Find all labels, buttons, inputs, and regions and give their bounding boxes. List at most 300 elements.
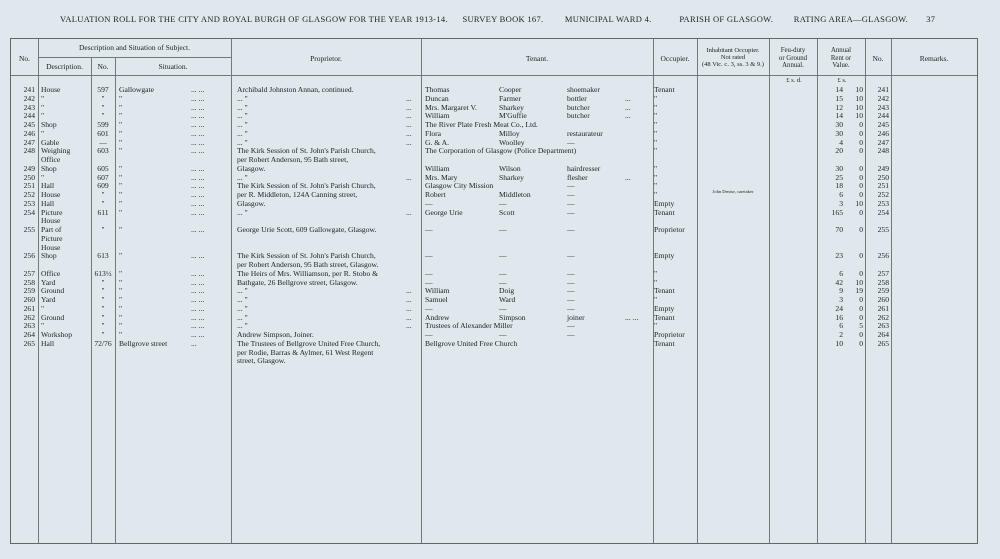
row-number: 243 [23, 102, 35, 112]
row-description: Picture [41, 207, 63, 217]
row-occupier: Tenant [654, 312, 675, 322]
row-rent-pounds: 42 [835, 277, 843, 287]
row-tenant-last: Milloy [499, 128, 520, 138]
row-rent-pounds: 24 [835, 303, 843, 313]
row-tenant-dots: ... ... [625, 312, 639, 322]
col-inhabitant [697, 47, 769, 68]
row-tenant-last: — [499, 303, 507, 313]
row-situation-dots: ... ... [191, 268, 205, 278]
row-situation: " [119, 321, 123, 331]
row-occupier: Tenant [654, 85, 675, 94]
row-situation-no: " [101, 93, 105, 103]
table-row [11, 190, 977, 199]
row-number: 257 [23, 268, 35, 278]
row-tenant-trade: — [567, 251, 575, 261]
page-header [60, 14, 980, 24]
row-proprietor: ... " [237, 102, 248, 112]
row-rent-pounds: 23 [835, 251, 843, 261]
row-proprietor: per Rodie, Barras & Aylmer, 61 West Regent [237, 347, 374, 357]
row-rent-shillings: 19 [855, 286, 863, 296]
row-rent-shillings: 0 [859, 330, 863, 339]
row-situation-no: 607 [97, 172, 109, 182]
table-row [11, 155, 977, 164]
table-row [11, 216, 977, 225]
row-proprietor-dots: ... [406, 120, 412, 129]
row-rent-shillings: 0 [859, 338, 863, 348]
row-situation: " [119, 312, 123, 322]
row-rent-pounds: 70 [835, 225, 843, 234]
row-proprietor: Glasgow. [237, 198, 266, 208]
row-situation-dots: ... ... [191, 277, 205, 287]
row-number-right: 243 [877, 102, 889, 112]
row-occupier: Proprietor [654, 330, 685, 339]
row-situation-no: 603 [97, 146, 109, 156]
row-situation-dots: ... ... [191, 295, 205, 304]
row-situation-no: 613 [97, 251, 109, 261]
row-tenant-trade: — [567, 321, 575, 331]
row-tenant-trade: joiner [567, 312, 585, 322]
row-description: Hall [41, 338, 55, 348]
row-tenant-first: Mrs. Mary [425, 172, 458, 182]
row-situation: " [119, 286, 123, 296]
row-situation-no: 599 [97, 120, 109, 129]
row-situation-no: " [101, 330, 105, 339]
row-description: Shop [41, 120, 57, 129]
row-tenant-last: — [499, 225, 507, 234]
row-situation-dots: ... ... [191, 172, 205, 182]
row-tenant-last: Ward [499, 295, 516, 304]
row-tenant-trade: — [567, 303, 575, 313]
table-row [11, 208, 977, 217]
row-number: 248 [23, 146, 35, 156]
row-rent-pounds: 14 [835, 85, 843, 94]
row-description: Shop [41, 251, 57, 261]
row-rent-shillings: 10 [855, 277, 863, 287]
col-feu-line3: Annual. [782, 62, 804, 69]
row-number-right: 255 [877, 225, 889, 234]
row-tenant-trade: butcher [567, 111, 590, 121]
row-tenant-first: Flora [425, 128, 442, 138]
row-situation: " [119, 93, 123, 103]
row-occupier: Empty [654, 198, 675, 208]
row-description: Yard [41, 277, 56, 287]
row-tenant-last: Scott [499, 207, 515, 217]
row-situation-no: " [101, 286, 105, 296]
row-tenant-trade: — [567, 268, 575, 278]
row-proprietor: ... " [237, 286, 248, 296]
row-number-right: 250 [877, 172, 889, 182]
row-tenant-first: Duncan [425, 93, 449, 103]
row-situation-no: — [99, 137, 107, 147]
row-number: 253 [23, 198, 35, 208]
row-rent-shillings: 0 [859, 120, 863, 129]
row-description: Part of [41, 225, 62, 234]
row-proprietor: The Heirs of Mrs. Williamson, per R. Stobo & [237, 268, 379, 278]
row-tenant-trade: butcher [567, 102, 590, 112]
valuation-table [10, 38, 978, 544]
row-tenant-last: Middleton [499, 190, 531, 199]
row-rent-pounds: 20 [835, 146, 843, 156]
row-situation: " [119, 128, 123, 138]
row-situation: " [119, 172, 123, 182]
row-proprietor-dots: ... [406, 111, 412, 121]
parish: PARISH OF GLASGOW. [679, 14, 774, 24]
row-occupier: " [654, 128, 658, 138]
row-number: 247 [23, 137, 35, 147]
row-proprietor-dots: ... [406, 207, 412, 217]
table-row [11, 348, 977, 357]
col-description: Description. [46, 62, 83, 71]
row-situation-dots: ... ... [191, 137, 205, 147]
row-situation: " [119, 251, 123, 261]
row-rent-pounds: 6 [839, 268, 843, 278]
row-proprietor: ... " [237, 295, 248, 304]
row-rent-shillings: 10 [855, 93, 863, 103]
row-tenant-last: — [499, 251, 507, 261]
row-tenant-first: Bellgrove United Free Church [425, 338, 518, 348]
row-proprietor: ... " [237, 172, 248, 182]
row-tenant-first: The Corporation of Glasgow (Police Department) [425, 146, 577, 156]
row-situation-no: " [101, 198, 105, 208]
row-description: " [41, 111, 45, 121]
row-description: " [41, 172, 45, 182]
row-situation: " [119, 303, 123, 313]
row-tenant-first: — [425, 225, 433, 234]
row-tenant-trade: hairdresser [567, 163, 601, 173]
row-situation: " [119, 198, 123, 208]
row-rent-shillings: 10 [855, 85, 863, 94]
row-number: 250 [23, 172, 35, 182]
col-feu-line2: or Ground [778, 54, 808, 62]
row-number: 249 [23, 163, 35, 173]
row-description: Picture [41, 233, 63, 243]
row-number: 256 [23, 251, 35, 261]
row-rent-shillings: 0 [859, 312, 863, 322]
row-number: 252 [23, 190, 35, 199]
row-situation: " [119, 102, 123, 112]
row-tenant-trade: — [567, 190, 575, 199]
row-number-right: 247 [877, 137, 889, 147]
row-situation-dots: ... ... [191, 207, 205, 217]
row-situation-dots: ... ... [191, 120, 205, 129]
row-number: 265 [23, 338, 35, 348]
row-proprietor: ... " [237, 137, 248, 147]
row-proprietor: The Trustees of Bellgrove United Free Church, [237, 338, 381, 348]
table-row [11, 146, 977, 155]
row-proprietor: ... " [237, 303, 248, 313]
row-rent-shillings: 0 [859, 207, 863, 217]
col-inhabitant-line1: Inhabitant Occupier. [706, 47, 760, 54]
row-situation-no: " [101, 295, 105, 304]
row-proprietor: The Kirk Session of St. John's Parish Church, [237, 146, 376, 156]
row-description: Office [41, 268, 61, 278]
row-occupier: " [654, 321, 658, 331]
col-annual-rent [817, 47, 865, 70]
row-tenant-first: — [425, 303, 433, 313]
row-rent-pounds: 12 [835, 102, 843, 112]
row-number-right: 258 [877, 277, 889, 287]
table-row [11, 356, 977, 365]
row-situation-no: 597 [97, 85, 109, 94]
row-rent-shillings: 0 [859, 225, 863, 234]
row-tenant-dots: ... [625, 111, 631, 121]
table-row [11, 173, 977, 182]
row-number-right: 245 [877, 120, 889, 129]
col-inhabitant-line2: Not rated [720, 54, 746, 61]
row-tenant-last: — [499, 268, 507, 278]
row-tenant-trade: — [567, 207, 575, 217]
row-proprietor: ... " [237, 321, 248, 331]
row-rent-pounds: 15 [835, 93, 843, 103]
row-occupier: " [654, 295, 658, 304]
row-proprietor: ... " [237, 128, 248, 138]
row-situation-dots: ... ... [191, 312, 205, 322]
row-proprietor: The Kirk Session of St. John's Parish Church, [237, 251, 376, 261]
row-situation-no: " [101, 102, 105, 112]
row-tenant-first: G. & A. [425, 137, 450, 147]
row-rent-pounds: 6 [839, 321, 843, 331]
row-number-right: 242 [877, 93, 889, 103]
table-row [11, 103, 977, 112]
row-situation: " [119, 295, 123, 304]
row-number-right: 248 [877, 146, 889, 156]
row-rent-shillings: 0 [859, 163, 863, 173]
row-number-right: 261 [877, 303, 889, 313]
row-rent-pounds: 6 [839, 190, 843, 199]
row-proprietor: George Urie Scott, 609 Gallowgate, Glasgow. [237, 225, 377, 234]
row-situation: " [119, 163, 123, 173]
row-tenant-first: Trustees of Alexander Miller [425, 321, 513, 331]
row-situation-no: 72/76 [94, 338, 112, 348]
col-remarks: Remarks. [919, 54, 949, 63]
row-rent-shillings: 10 [855, 198, 863, 208]
row-description: House [41, 190, 61, 199]
row-occupier: " [654, 137, 658, 147]
row-situation-dots: ... ... [191, 146, 205, 156]
row-situation-no: " [101, 312, 105, 322]
row-situation-dots: ... [191, 338, 197, 348]
row-tenant-first: George Urie [425, 207, 463, 217]
row-rent-pounds: 16 [835, 312, 843, 322]
row-rent-pounds: 30 [835, 128, 843, 138]
row-description: Shop [41, 163, 57, 173]
col-feu-line1: Feu-duty [780, 47, 806, 54]
row-rent-pounds: 2 [839, 330, 843, 339]
row-proprietor: street, Glasgow. [237, 356, 286, 366]
table-row [11, 243, 977, 252]
row-proprietor: ... " [237, 312, 248, 322]
table-row [11, 321, 977, 330]
row-rent-shillings: 0 [859, 190, 863, 199]
row-situation-dots: ... ... [191, 225, 205, 234]
row-number-right: 256 [877, 251, 889, 261]
row-proprietor-dots: ... [406, 128, 412, 138]
row-occupier: " [654, 146, 658, 156]
row-tenant-trade: — [567, 286, 575, 296]
row-tenant-first: William [425, 111, 450, 121]
row-tenant-dots: ... [625, 172, 631, 182]
row-situation: " [119, 190, 123, 199]
row-number-right: 264 [877, 330, 889, 339]
table-row [11, 181, 977, 190]
row-proprietor-dots: ... [406, 286, 412, 296]
row-description: Gable [41, 137, 60, 147]
row-proprietor: Archibald Johnston Annan, continued. [237, 85, 354, 94]
row-number: 241 [23, 85, 35, 94]
row-tenant-trade: restaurateur [567, 128, 603, 138]
table-row [11, 120, 977, 129]
row-occupier: Proprietor [654, 225, 685, 234]
row-number-right: 260 [877, 295, 889, 304]
col-tenant: Tenant. [525, 54, 549, 63]
survey-book: SURVEY BOOK 167. [462, 14, 544, 24]
row-situation-dots: ... ... [191, 163, 205, 173]
row-occupier: Tenant [654, 338, 675, 348]
row-proprietor: per Robert Anderson, 95 Bath street, [237, 155, 349, 164]
table-row [11, 278, 977, 287]
table-row [11, 251, 977, 260]
row-number-right: 252 [877, 190, 889, 199]
row-proprietor: ... " [237, 111, 248, 121]
page-number: 37 [926, 14, 936, 24]
row-number-right: 259 [877, 286, 889, 296]
row-number-right: 249 [877, 163, 889, 173]
row-situation-dots: ... ... [191, 251, 205, 261]
row-tenant-last: Sharkey [499, 102, 524, 112]
row-rent-shillings: 0 [859, 146, 863, 156]
row-tenant-first: — [425, 198, 433, 208]
row-tenant-first: — [425, 330, 433, 339]
row-tenant-trade: — [567, 137, 575, 147]
row-number-right: 253 [877, 198, 889, 208]
table-row [11, 330, 977, 339]
municipal-ward: MUNICIPAL WARD 4. [564, 14, 652, 24]
row-situation-dots: ... ... [191, 198, 205, 208]
row-description: Hall [41, 181, 55, 191]
row-situation-no: " [101, 111, 105, 121]
row-situation-dots: ... ... [191, 181, 205, 191]
row-tenant-dots: ... [625, 102, 631, 112]
row-tenant-first: Samuel [425, 295, 448, 304]
row-occupier: " [654, 102, 658, 112]
row-tenant-last: Cooper [499, 85, 522, 94]
row-situation: " [119, 146, 123, 156]
row-situation-no: " [101, 190, 105, 199]
row-situation-dots: ... ... [191, 128, 205, 138]
row-rent-pounds: 14 [835, 111, 843, 121]
row-rent-shillings: 0 [859, 268, 863, 278]
row-tenant-first: Thomas [425, 85, 450, 94]
row-number-right: 244 [877, 111, 889, 121]
row-occupier: Empty [654, 251, 675, 261]
col-annual-line3: Value. [832, 62, 850, 69]
row-rent-pounds: 4 [839, 137, 843, 147]
row-tenant-trade: flesher [567, 172, 588, 182]
row-situation: " [119, 111, 123, 121]
row-rent-pounds: 3 [839, 295, 843, 304]
table-row [11, 94, 977, 103]
col-no-right: No. [872, 54, 884, 63]
row-tenant-trade: shoemaker [567, 85, 600, 94]
row-proprietor: Glasgow. [237, 163, 266, 173]
row-tenant-trade: — [567, 295, 575, 304]
row-tenant-first: Mrs. Margaret V. [425, 102, 477, 112]
row-description: Weighing [41, 146, 71, 156]
row-situation-dots: ... ... [191, 330, 205, 339]
row-tenant-first: The River Plate Fresh Meat Co., Ltd. [425, 120, 538, 129]
row-number: 258 [23, 277, 35, 287]
row-description: House [41, 85, 61, 94]
row-number-right: 251 [877, 181, 889, 191]
row-number: 263 [23, 321, 35, 331]
row-proprietor-dots: ... [406, 93, 412, 103]
row-tenant-first: William [425, 163, 450, 173]
row-proprietor-dots: ... [406, 102, 412, 112]
row-situation-no: " [101, 321, 105, 331]
row-proprietor: per R. Middleton, 124A Canning street, [237, 190, 358, 199]
row-situation: " [119, 225, 123, 234]
row-number-right: 257 [877, 268, 889, 278]
row-occupier: " [654, 111, 658, 121]
row-situation-dots: ... ... [191, 93, 205, 103]
row-situation-no: 611 [97, 207, 109, 217]
row-occupier: Tenant [654, 207, 675, 217]
row-tenant-last: — [499, 277, 507, 287]
col-sit-no: No. [97, 62, 109, 71]
row-description: House [41, 216, 61, 226]
row-number: 254 [23, 207, 35, 217]
row-situation: " [119, 181, 123, 191]
row-situation: " [119, 268, 123, 278]
row-tenant-trade: — [567, 181, 575, 191]
row-rent-shillings: 0 [859, 303, 863, 313]
row-proprietor: The Kirk Session of St. John's Parish Church, [237, 181, 376, 191]
row-description: " [41, 93, 45, 103]
row-number: 244 [23, 111, 35, 121]
row-proprietor: ... " [237, 207, 248, 217]
row-rent-shillings: 0 [859, 128, 863, 138]
table-row [11, 129, 977, 138]
row-tenant-first: William [425, 286, 450, 296]
row-proprietor-dots: ... [406, 137, 412, 147]
row-inhabitant: John Denise, caretaker [712, 189, 754, 194]
row-tenant-last: Doig [499, 286, 515, 296]
row-occupier: " [654, 163, 658, 173]
row-situation: " [119, 330, 123, 339]
row-proprietor: ... " [237, 120, 248, 129]
row-rent-shillings: 5 [859, 321, 863, 331]
row-tenant-trade: — [567, 225, 575, 234]
row-proprietor: per Robert Anderson, 95 Bath street, Glasgow. [237, 260, 379, 269]
row-rent-pounds: 18 [835, 181, 843, 191]
col-description-group: Description and Situation of Subject. [78, 43, 191, 52]
row-occupier: " [654, 190, 658, 199]
row-situation-dots: ... ... [191, 303, 205, 313]
col-situation: Situation. [158, 62, 188, 71]
table-row [11, 313, 977, 322]
row-rent-pounds: 30 [835, 163, 843, 173]
row-proprietor-dots: ... [406, 312, 412, 322]
table-row [11, 234, 977, 243]
row-occupier: " [654, 93, 658, 103]
row-tenant-first: — [425, 277, 433, 287]
row-occupier: Tenant [654, 286, 675, 296]
row-situation: Gallowgate [119, 85, 155, 94]
row-tenant-trade: — [567, 198, 575, 208]
roll-title: VALUATION ROLL FOR THE CITY AND ROYAL BURGH OF GLASGOW FOR THE YEAR 1913-14. [60, 14, 448, 24]
row-situation-dots: ... ... [191, 111, 205, 121]
row-situation-dots: ... ... [191, 321, 205, 331]
